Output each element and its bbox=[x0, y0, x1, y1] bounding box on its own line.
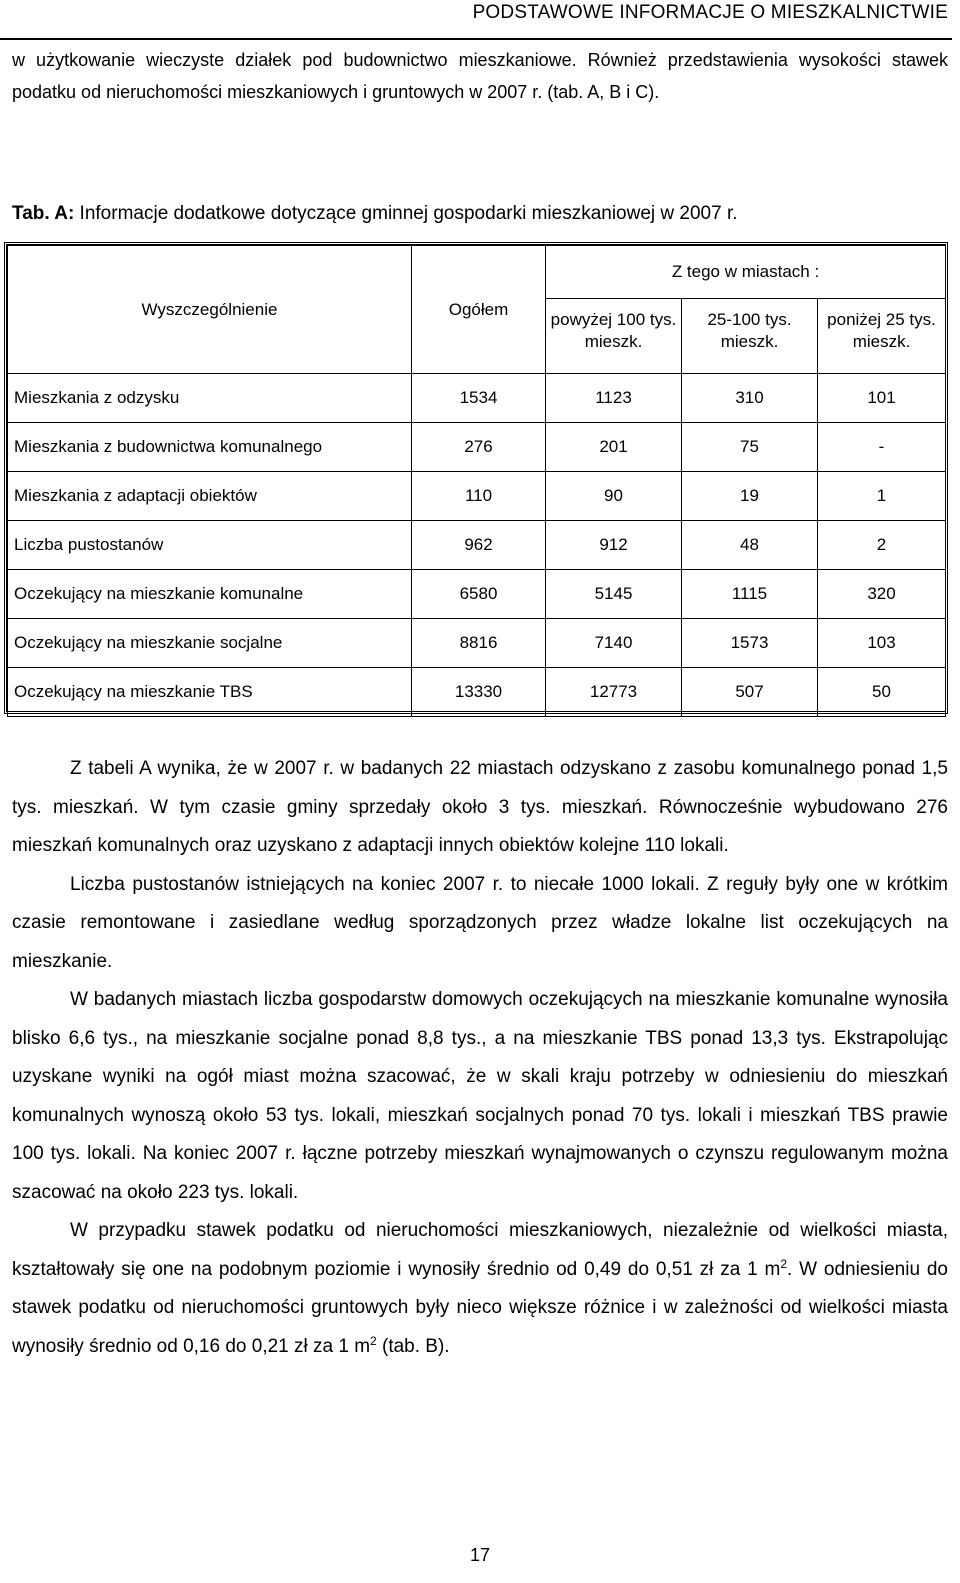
col-header-large: powyżej 100 tys. mieszk. bbox=[546, 299, 682, 374]
cell-large: 12773 bbox=[546, 668, 682, 717]
superscript-2: 2 bbox=[780, 1256, 788, 1271]
cell-small: 103 bbox=[818, 619, 946, 668]
table-caption bbox=[12, 203, 738, 225]
cell-total: 110 bbox=[412, 472, 546, 521]
table-row bbox=[8, 374, 946, 423]
paragraph-1: Z tabeli A wynika, że w 2007 r. w badanych 22 miastach odzyskano z zasobu komunalnego ponad 1,5 tys. mieszkań. W tym czasie gminy sprzedały około 3 tys. mieszkań. Równocześnie wybudowano 276 mieszkań komunalnych oraz uzyskano z adaptacji innych obiektów kolejne 110 lokali. bbox=[12, 758, 948, 856]
cell-small: 50 bbox=[818, 668, 946, 717]
row-label: Mieszkania z adaptacji obiektów bbox=[8, 472, 412, 521]
cell-large: 90 bbox=[546, 472, 682, 521]
col-header-group: Z tego w miastach : bbox=[546, 246, 946, 299]
paragraph-4 bbox=[12, 1212, 948, 1366]
cell-small: 101 bbox=[818, 374, 946, 423]
cell-small: - bbox=[818, 423, 946, 472]
cell-small: 1 bbox=[818, 472, 946, 521]
paragraph-4-part-b: . W odniesieniu do stawek podatku od nieruchomości gruntowych były nieco większe różnice i w zależności od wielkości miasta wynosiły średnio od 0,16 do 0,21 zł za 1 m bbox=[12, 1258, 948, 1357]
col-header-label: Wyszczególnienie bbox=[8, 246, 412, 374]
cell-total: 962 bbox=[412, 521, 546, 570]
row-label: Liczba pustostanów bbox=[8, 521, 412, 570]
cell-total: 6580 bbox=[412, 570, 546, 619]
page-number: 17 bbox=[469, 1545, 491, 1565]
caption-prefix: Tab. A: bbox=[12, 203, 75, 224]
table-row bbox=[8, 423, 946, 472]
cell-medium: 1573 bbox=[682, 619, 818, 668]
cell-medium: 507 bbox=[682, 668, 818, 717]
cell-total: 8816 bbox=[412, 619, 546, 668]
header-title: PODSTAWOWE INFORMACJE O MIESZKALNICTWIE bbox=[472, 2, 948, 23]
cell-medium: 75 bbox=[682, 423, 818, 472]
cell-small: 2 bbox=[818, 521, 946, 570]
cell-large: 912 bbox=[546, 521, 682, 570]
intro-paragraph bbox=[12, 44, 948, 108]
table-row bbox=[8, 521, 946, 570]
caption-text: Informacje dodatkowe dotyczące gminnej gospodarki mieszkaniowej w 2007 r. bbox=[74, 203, 738, 224]
page-header bbox=[0, 0, 952, 40]
cell-large: 1123 bbox=[546, 374, 682, 423]
paragraph-3: W badanych miastach liczba gospodarstw domowych oczekujących na mieszkanie komunalne wynosiła blisko 6,6 tys., na mieszkanie socjalne ponad 8,8 tys., a na mieszkanie TBS ponad 13,3 tys. Ekstrapolując uzyskane wyniki na ogół miast można szacować, że w skali kraju potrzeby w odniesieniu do mieszkań komunalnych wynoszą około 53 tys. lokali, mieszkań socjalnych ponad 70 tys. lokali i mieszkań TBS prawie 100 tys. lokali. Na koniec 2007 r. łączne potrzeby mieszkań wynajmowanych o czynszu regulowanym można szacować na około 223 tys. lokali. bbox=[12, 989, 948, 1203]
superscript-2: 2 bbox=[370, 1333, 377, 1348]
col-header-total: Ogółem bbox=[412, 246, 546, 374]
body-text bbox=[12, 750, 948, 1366]
table-row bbox=[8, 619, 946, 668]
table-row bbox=[8, 472, 946, 521]
cell-medium: 310 bbox=[682, 374, 818, 423]
table-row bbox=[8, 668, 946, 717]
paragraph-4-part-a: W przypadku stawek podatku od nieruchomości mieszkaniowych, niezależnie od wielkości miasta, kształtowały się one na podobnym poziomie i wynosiły średnio od 0,49 do 0,51 zł za 1 m bbox=[12, 1220, 948, 1280]
table-row bbox=[8, 570, 946, 619]
cell-total: 1534 bbox=[412, 374, 546, 423]
paragraph-2: Liczba pustostanów istniejących na koniec 2007 r. to niecałe 1000 lokali. Z reguły były one w krótkim czasie remontowane i zasiedlane według sporządzonych przez władze lokalne list oczekujących na mieszkanie. bbox=[12, 873, 948, 972]
data-table-frame bbox=[4, 242, 948, 714]
col-header-small: poniżej 25 tys. mieszk. bbox=[818, 299, 946, 374]
intro-text: w użytkowanie wieczyste działek pod budownictwo mieszkaniowe. Również przedstawienia wysokości stawek podatku od nieruchomości mieszkaniowych i gruntowych w 2007 r. (tab. A, B i C). bbox=[12, 50, 948, 102]
cell-medium: 1115 bbox=[682, 570, 818, 619]
row-label: Oczekujący na mieszkanie TBS bbox=[8, 668, 412, 717]
row-label: Oczekujący na mieszkanie komunalne bbox=[8, 570, 412, 619]
data-table bbox=[7, 245, 946, 717]
cell-large: 7140 bbox=[546, 619, 682, 668]
row-label: Mieszkania z budownictwa komunalnego bbox=[8, 423, 412, 472]
cell-total: 13330 bbox=[412, 668, 546, 717]
row-label: Mieszkania z odzysku bbox=[8, 374, 412, 423]
cell-large: 5145 bbox=[546, 570, 682, 619]
paragraph-4-part-c: (tab. B). bbox=[376, 1335, 450, 1357]
col-header-medium: 25-100 tys. mieszk. bbox=[682, 299, 818, 374]
row-label: Oczekujący na mieszkanie socjalne bbox=[8, 619, 412, 668]
cell-total: 276 bbox=[412, 423, 546, 472]
cell-medium: 19 bbox=[682, 472, 818, 521]
cell-small: 320 bbox=[818, 570, 946, 619]
cell-large: 201 bbox=[546, 423, 682, 472]
cell-medium: 48 bbox=[682, 521, 818, 570]
